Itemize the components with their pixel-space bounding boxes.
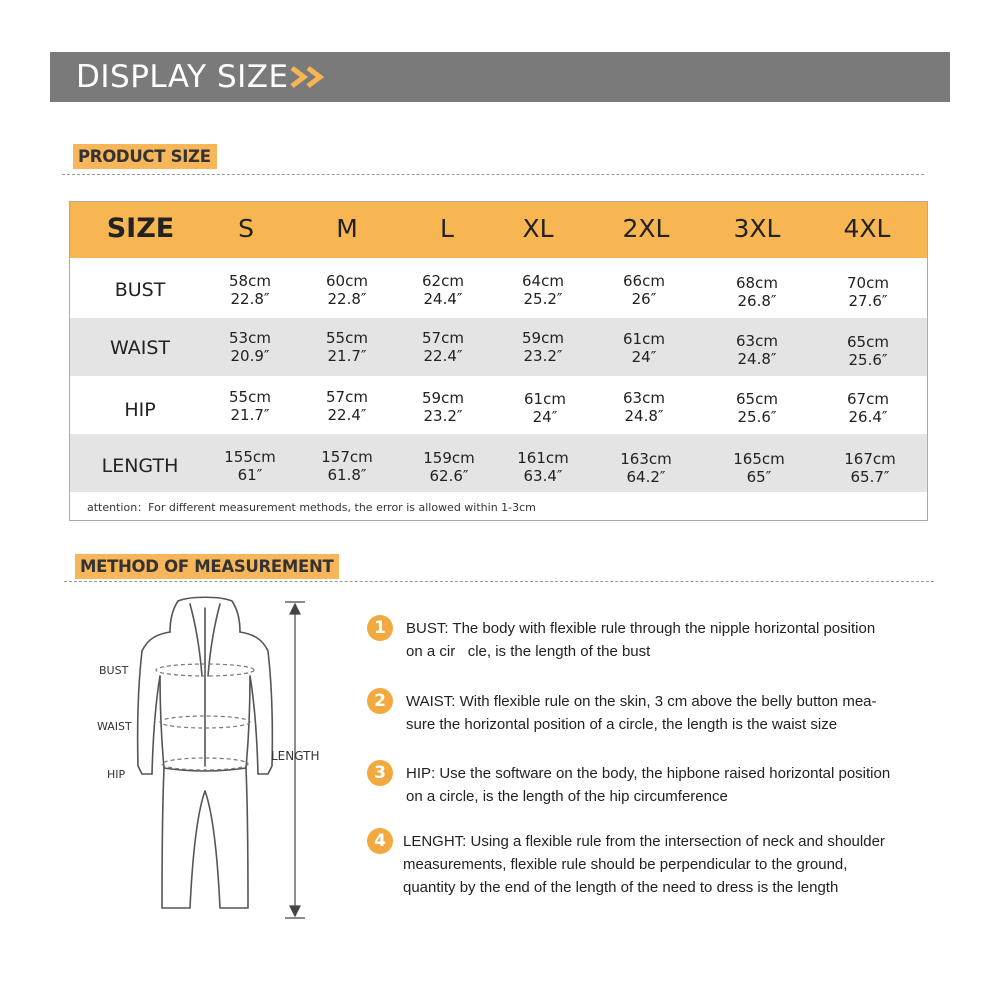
row-label-waist: WAIST	[109, 337, 170, 359]
table-cell: 165cm 65″	[733, 450, 785, 486]
step-number: 1	[367, 615, 393, 641]
measurement-figure	[90, 596, 330, 931]
table-cell: 163cm 64.2″	[620, 450, 672, 486]
table-cell: 55cm 21.7″	[229, 388, 271, 424]
table-cell: 61cm 24″	[524, 390, 566, 426]
table-cell: 64cm 25.2″	[522, 272, 564, 308]
table-header-row	[70, 202, 927, 258]
table-cell: 60cm 22.8″	[326, 272, 368, 308]
row-label-length: LENGTH	[101, 455, 179, 477]
table-cell: 59cm 23.2″	[422, 389, 464, 425]
product-size-label: PRODUCT SIZE	[73, 144, 217, 169]
table-cell: 68cm 26.8″	[736, 274, 778, 310]
row-label-hip: HIP	[124, 399, 156, 421]
figure-label-hip: HIP	[107, 768, 126, 781]
section-divider	[64, 581, 934, 582]
table-cell: 159cm 62.6″	[423, 449, 475, 485]
table-cell: 53cm 20.9″	[229, 329, 271, 365]
header-l: L	[440, 214, 454, 243]
table-cell: 58cm 22.8″	[229, 272, 271, 308]
banner-title: DISPLAY SIZE	[76, 59, 289, 95]
table-row	[70, 434, 927, 492]
table-cell: 66cm 26″	[623, 272, 665, 308]
table-cell: 57cm 22.4″	[422, 329, 464, 365]
attention-note: attention：For different measurement methods, the error is allowed within 1-3cm	[87, 501, 536, 514]
table-cell: 70cm 27.6″	[847, 274, 889, 310]
table-cell: 61cm 24″	[623, 330, 665, 366]
table-cell: 62cm 24.4″	[422, 272, 464, 308]
header-xl: XL	[522, 214, 554, 243]
row-label-bust: BUST	[114, 279, 166, 301]
figure-label-bust: BUST	[99, 664, 129, 677]
method-of-measurement-label: METHOD OF MEASUREMENT	[75, 554, 339, 579]
table-cell: 59cm 23.2″	[522, 329, 564, 365]
header-4xl: 4XL	[843, 214, 891, 243]
step-text: HIP: Use the software on the body, the hipbone raised horizontal position on a circle, is the length of the hip circumference	[406, 765, 891, 805]
table-cell: 65cm 25.6″	[736, 390, 778, 426]
table-row	[70, 376, 927, 434]
double-chevron-right-icon	[288, 65, 332, 89]
table-cell: 63cm 24.8″	[736, 332, 778, 368]
table-row	[70, 260, 927, 318]
table-row	[70, 318, 927, 376]
step-number: 2	[367, 688, 393, 714]
table-cell: 57cm 22.4″	[326, 388, 368, 424]
figure-label-length: LENGTH	[271, 749, 320, 763]
step-text: WAIST: With flexible rule on the skin, 3 cm above the belly button mea- sure the horizontal position of a circle, the length is the waist size	[406, 693, 877, 733]
header-s: S	[238, 214, 254, 243]
table-cell: 63cm 24.8″	[623, 389, 665, 425]
section-divider	[62, 174, 924, 175]
step-text: LENGHT: Using a flexible rule from the intersection of neck and shoulder measurements, flexible rule should be perpendicular to the ground, quantity by the end of the length of the need to dress is the length	[403, 833, 885, 896]
header-size: SIZE	[106, 213, 175, 244]
step-number: 3	[367, 760, 393, 786]
table-cell: 157cm 61.8″	[321, 448, 373, 484]
step-text: BUST: The body with flexible rule through the nipple horizontal position on a cir cle, is the length of the bust	[406, 620, 876, 660]
header-3xl: 3XL	[733, 214, 781, 243]
header-2xl: 2XL	[622, 214, 670, 243]
table-cell: 55cm 21.7″	[326, 329, 368, 365]
step-number: 4	[367, 828, 393, 854]
size-table	[69, 201, 928, 521]
table-cell: 65cm 25.6″	[847, 333, 889, 369]
table-cell: 167cm 65.7″	[844, 450, 896, 486]
figure-label-waist: WAIST	[97, 720, 132, 733]
header-m: M	[336, 214, 358, 243]
table-cell: 155cm 61″	[224, 448, 276, 484]
table-cell: 161cm 63.4″	[517, 449, 569, 485]
display-size-banner	[50, 52, 950, 102]
table-cell: 67cm 26.4″	[847, 390, 889, 426]
